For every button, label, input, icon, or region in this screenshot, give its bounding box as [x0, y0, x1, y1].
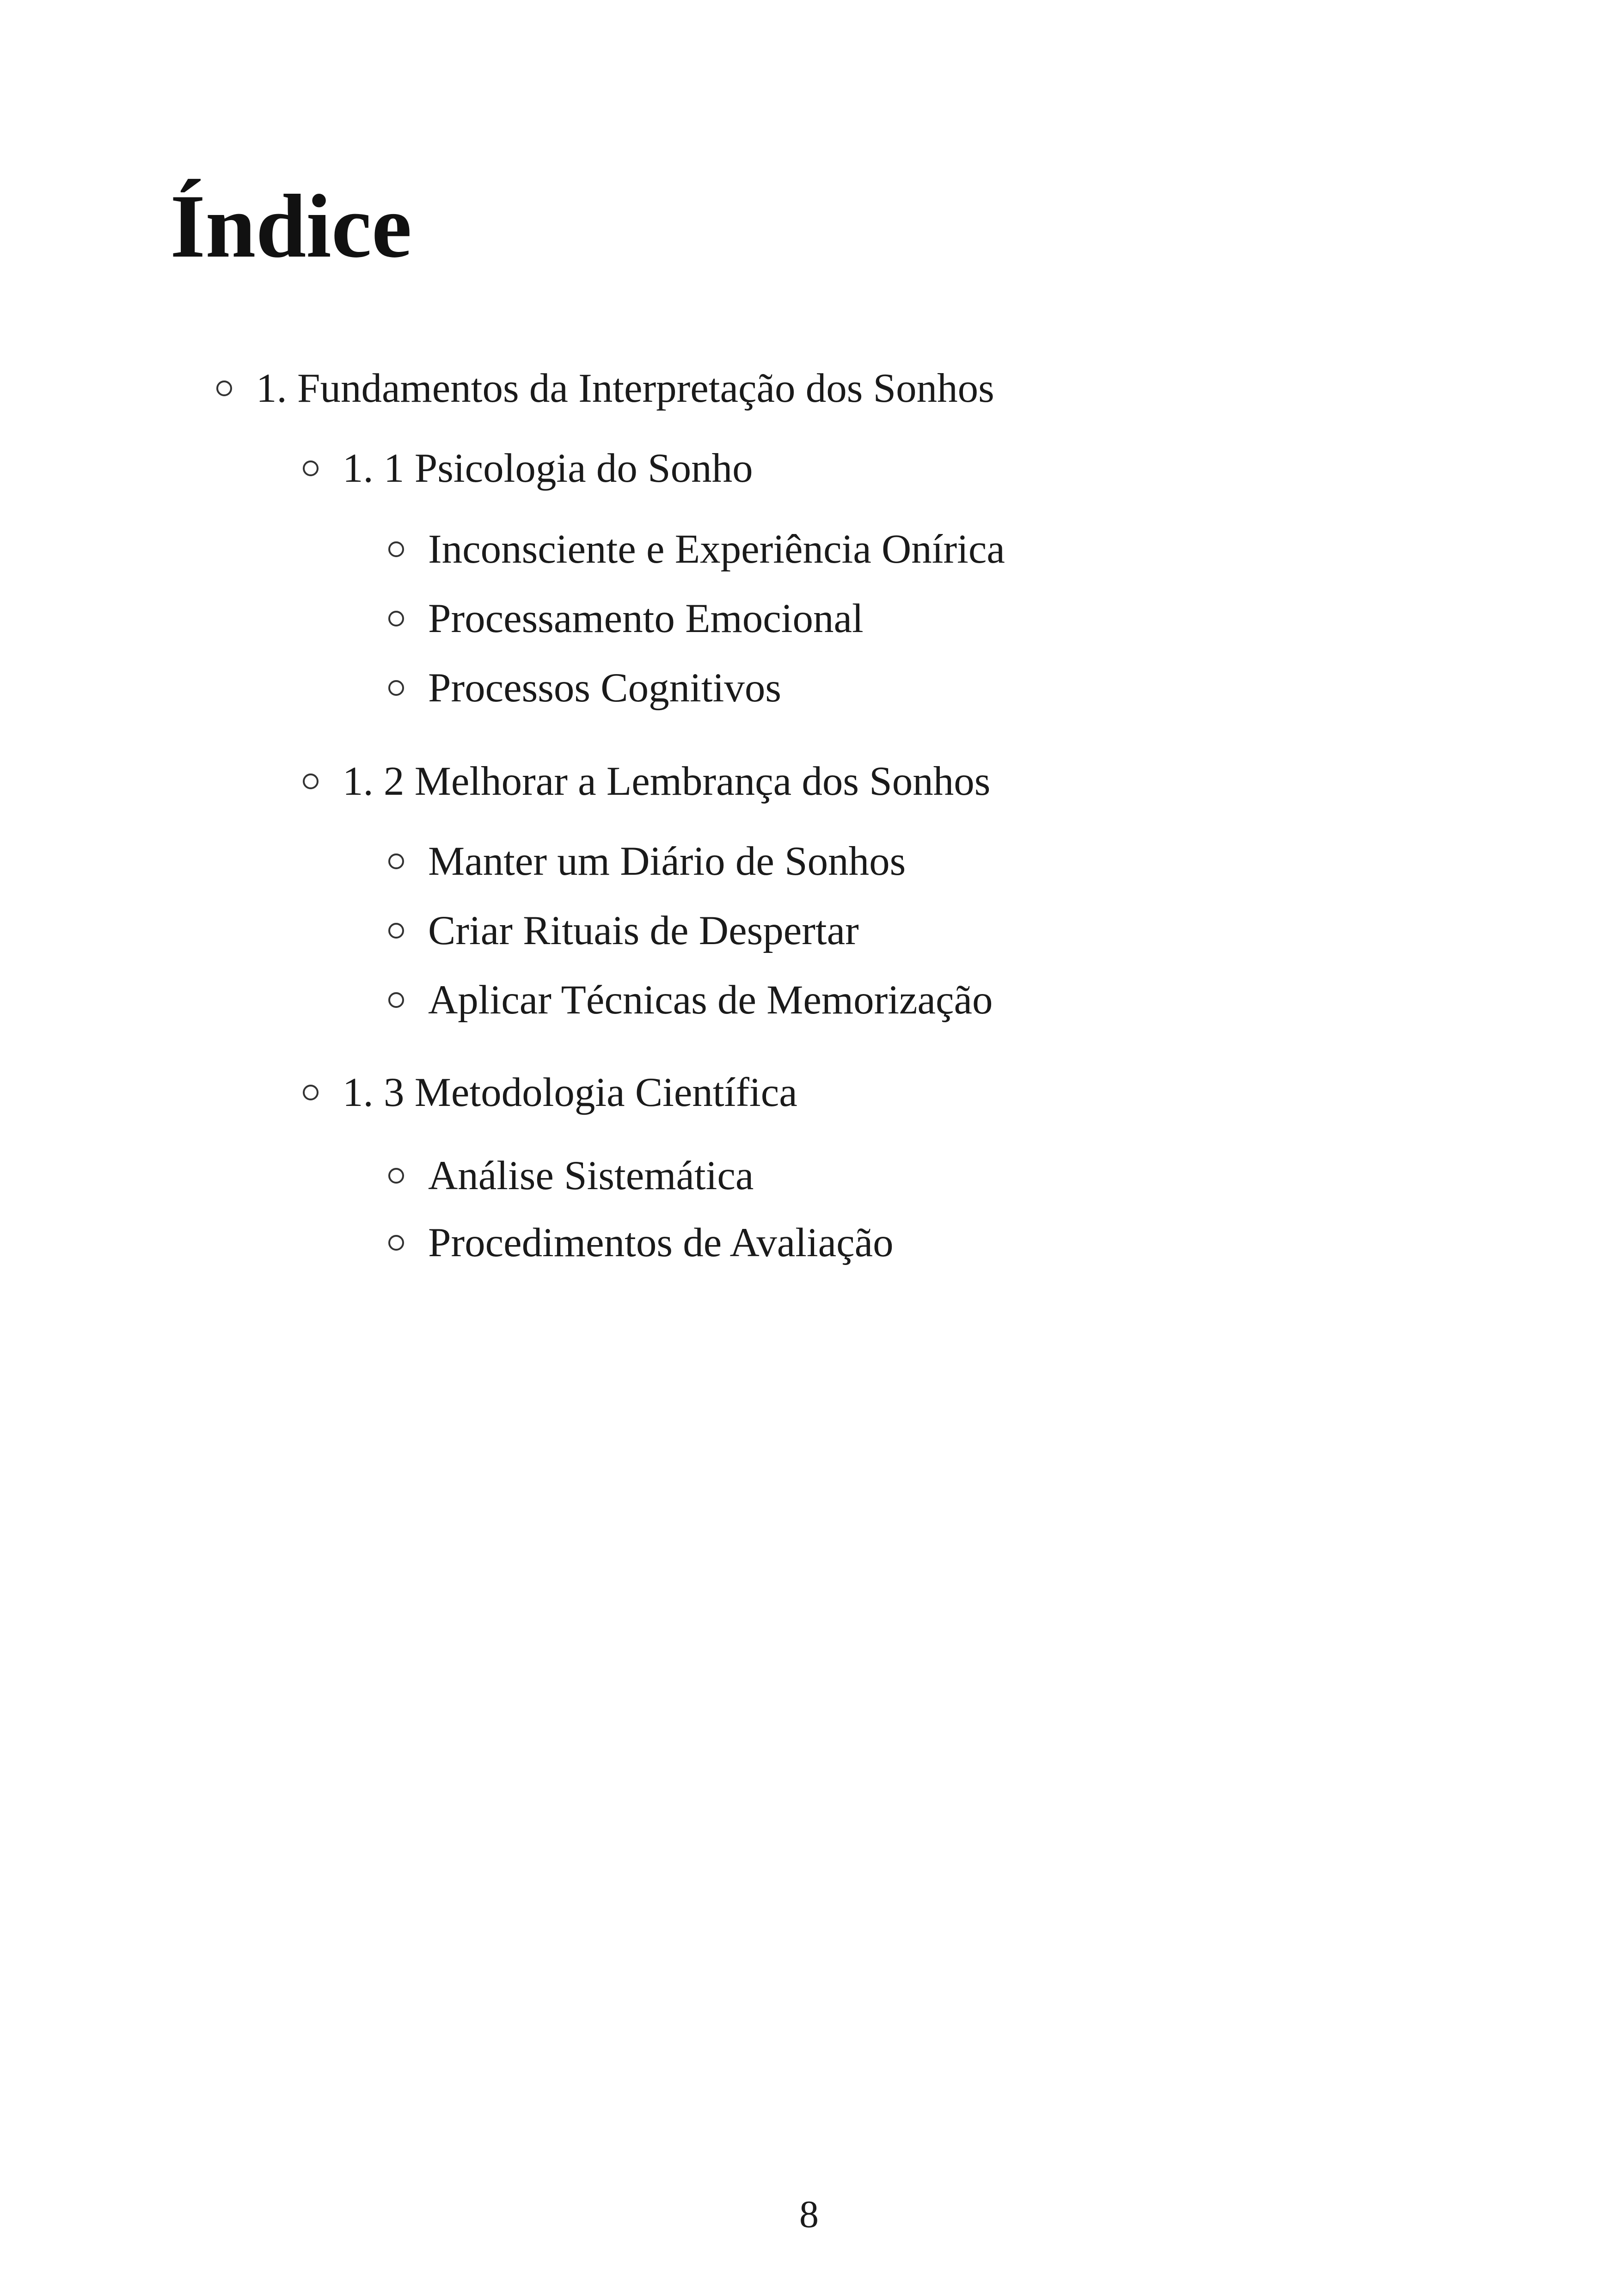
hollow-circle-icon	[388, 1235, 404, 1251]
hollow-circle-icon	[388, 680, 404, 696]
page-number: 8	[799, 2193, 819, 2236]
toc-item-processamento-emocional[interactable]	[388, 593, 864, 644]
toc-section-1-1[interactable]	[303, 443, 753, 494]
toc-item-avaliacao[interactable]	[388, 1217, 894, 1268]
page-title: Índice	[170, 176, 412, 276]
toc-chapter-1-label: 1. Fundamentos da Interpretação dos Sonhos	[256, 366, 994, 411]
toc-section-1-1-label: 1. 1 Psicologia do Sonho	[343, 446, 753, 491]
hollow-circle-icon	[303, 1085, 319, 1100]
toc-item-rituais[interactable]	[388, 905, 859, 956]
hollow-circle-icon	[388, 611, 404, 626]
hollow-circle-icon	[388, 992, 404, 1008]
toc-item-label: Aplicar Técnicas de Memorização	[428, 977, 993, 1023]
toc-chapter-1[interactable]	[216, 363, 994, 414]
toc-section-1-3[interactable]	[303, 1067, 797, 1118]
hollow-circle-icon	[388, 541, 404, 557]
toc-item-label: Processos Cognitivos	[428, 665, 781, 711]
toc-item-label: Inconsciente e Experiência Onírica	[428, 527, 1005, 572]
toc-item-label: Manter um Diário de Sonhos	[428, 839, 906, 884]
toc-item-label: Criar Rituais de Despertar	[428, 908, 859, 953]
toc-item-inconsciente[interactable]	[388, 524, 1005, 575]
toc-item-label: Procedimentos de Avaliação	[428, 1220, 894, 1265]
hollow-circle-icon	[303, 774, 319, 789]
toc-item-label: Processamento Emocional	[428, 596, 864, 641]
toc-section-1-2[interactable]	[303, 756, 990, 807]
hollow-circle-icon	[388, 1168, 404, 1184]
toc-item-analise[interactable]	[388, 1150, 754, 1201]
toc-item-memorizacao[interactable]	[388, 975, 993, 1025]
hollow-circle-icon	[388, 853, 404, 869]
toc-item-label: Análise Sistemática	[428, 1153, 754, 1198]
hollow-circle-icon	[216, 381, 232, 396]
toc-item-diario[interactable]	[388, 836, 906, 887]
toc-section-1-2-label: 1. 2 Melhorar a Lembrança dos Sonhos	[343, 759, 991, 804]
hollow-circle-icon	[388, 923, 404, 939]
hollow-circle-icon	[303, 460, 319, 476]
toc-item-processos-cognitivos[interactable]	[388, 663, 781, 713]
toc-section-1-3-label: 1. 3 Metodologia Científica	[343, 1070, 797, 1115]
